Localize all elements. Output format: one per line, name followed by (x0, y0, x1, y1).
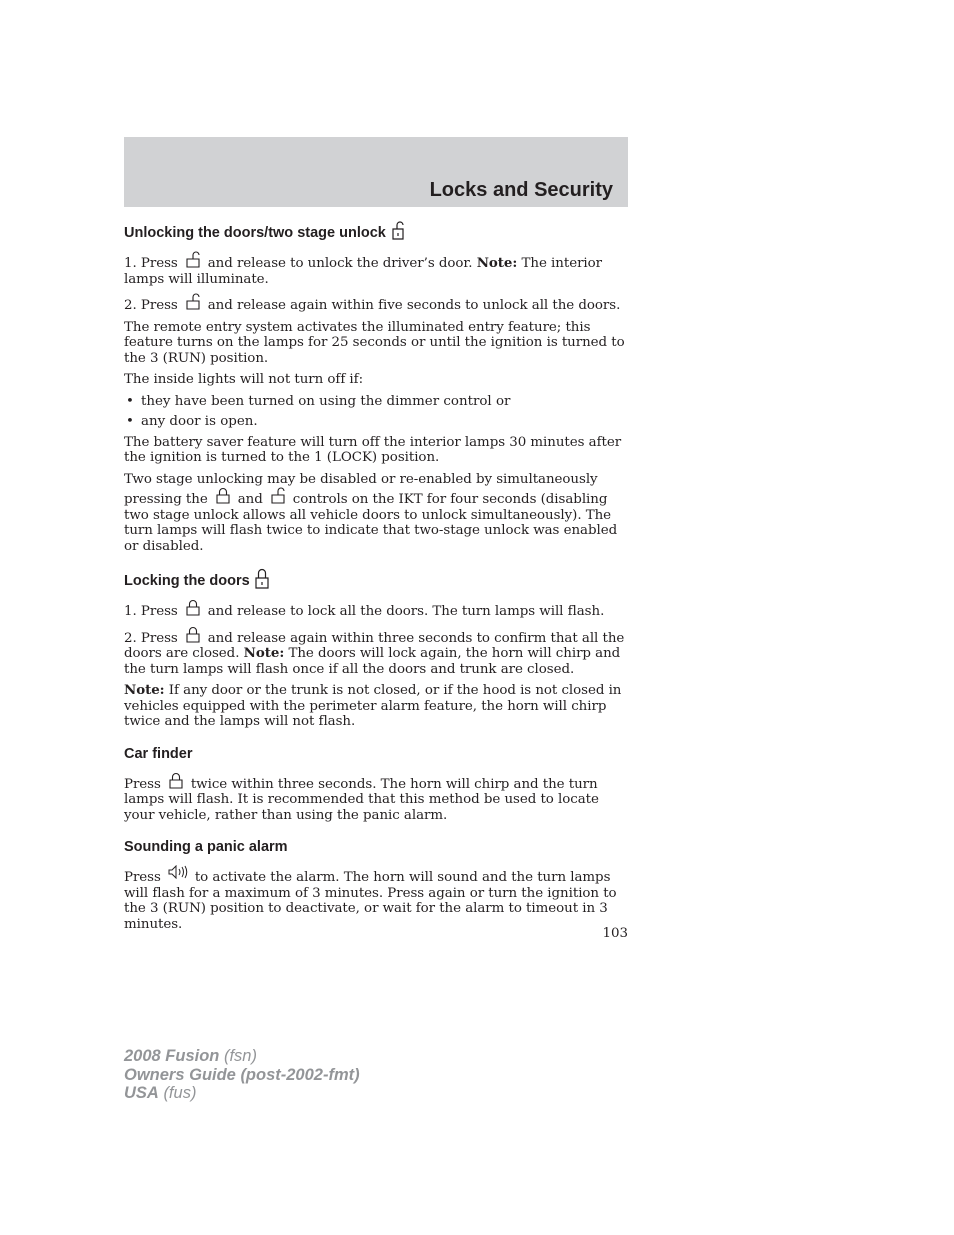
battery-saver-paragraph: The battery saver feature will turn off the interior lamps 30 minutes after the ignition is turned to the 1 (LOCK) position. (124, 434, 622, 465)
lock-icon (168, 772, 184, 790)
unlock-icon (391, 220, 407, 242)
remote-entry-paragraph: The remote entry system activates the illuminated entry feature; this feature turns on the lamps for 25 seconds or until the ignition is turned to the 3 (RUN) position. (124, 319, 625, 366)
two-stage-paragraph: Two stage unlocking may be disabled or re-enabled by simultaneously pressing the and controls on the IKT for four seconds (disabling two stage unlock allows all vehicle doors to unlock simultaneously). The turn lamps will flash twice to indicate that two-stage unlock was enabled or disabled. (124, 471, 618, 554)
footer-line-1: 2008 Fusion (fsn) (124, 1047, 257, 1065)
lock-icon (185, 599, 201, 617)
heading-unlocking: Unlocking the doors/two stage unlock (124, 220, 632, 243)
inside-lights-paragraph: The inside lights will not turn off if: (124, 372, 364, 387)
lock-icon (255, 568, 269, 590)
inside-lights-list (124, 394, 632, 430)
lock-icon (215, 487, 231, 505)
lock-icon (185, 626, 201, 644)
unlock-step-2: 2. Press and release again within five seconds to unlock all the doors. (124, 293, 632, 314)
footer-line-2: Owners Guide (post-2002-fmt) (124, 1065, 360, 1084)
page-number: 103 (602, 926, 628, 941)
list-item: • they have been turned on using the dimmer control or (126, 393, 511, 409)
section-header-band (124, 137, 628, 207)
heading-car-finder: Car finder (124, 745, 193, 762)
panic-icon (168, 865, 188, 879)
heading-panic-alarm: Sounding a panic alarm (124, 839, 288, 855)
panic-paragraph: Press to activate the alarm. The horn will sound and the turn lamps will flash for a maximum of 3 minutes. Press again or turn the ignition to the 3 (RUN) position to deactivate, or wait for the alarm to timeout in 3 minutes. (124, 865, 632, 932)
unlock-icon (270, 487, 286, 505)
unlock-icon (185, 251, 201, 269)
lock-step-1: 1. Press and release to lock all the doors. The turn lamps will flash. (124, 599, 632, 620)
document-footer (124, 1047, 360, 1103)
footer-line-3: USA (fus) (124, 1084, 197, 1102)
lock-note-paragraph: Note: If any door or the trunk is not closed, or if the hood is not closed in vehicles equipped with the perimeter alarm feature, the horn will chirp twice and the lamps will not flash. (124, 682, 622, 729)
heading-locking: Locking the doors (124, 568, 632, 591)
section-title: Locks and Security (429, 179, 613, 201)
car-finder-paragraph: Press twice within three seconds. The horn will chirp and the turn lamps will flash. It is recommended that this method be used to locate your vehicle, rather than using the panic alarm. (124, 772, 632, 824)
page-content (124, 220, 632, 938)
lock-step-2: 2. Press and release again within three seconds to confirm that all the doors are closed. Note: The doors will lock again, the horn will chirp and the turn lamps will flash once if all the doors and trunk are closed. (124, 626, 632, 678)
unlock-step-1: 1. Press and release to unlock the driver’s door. Note: The interior lamps will illuminate. (124, 251, 632, 287)
list-item: • any door is open. (126, 414, 258, 429)
unlock-icon (185, 293, 201, 311)
